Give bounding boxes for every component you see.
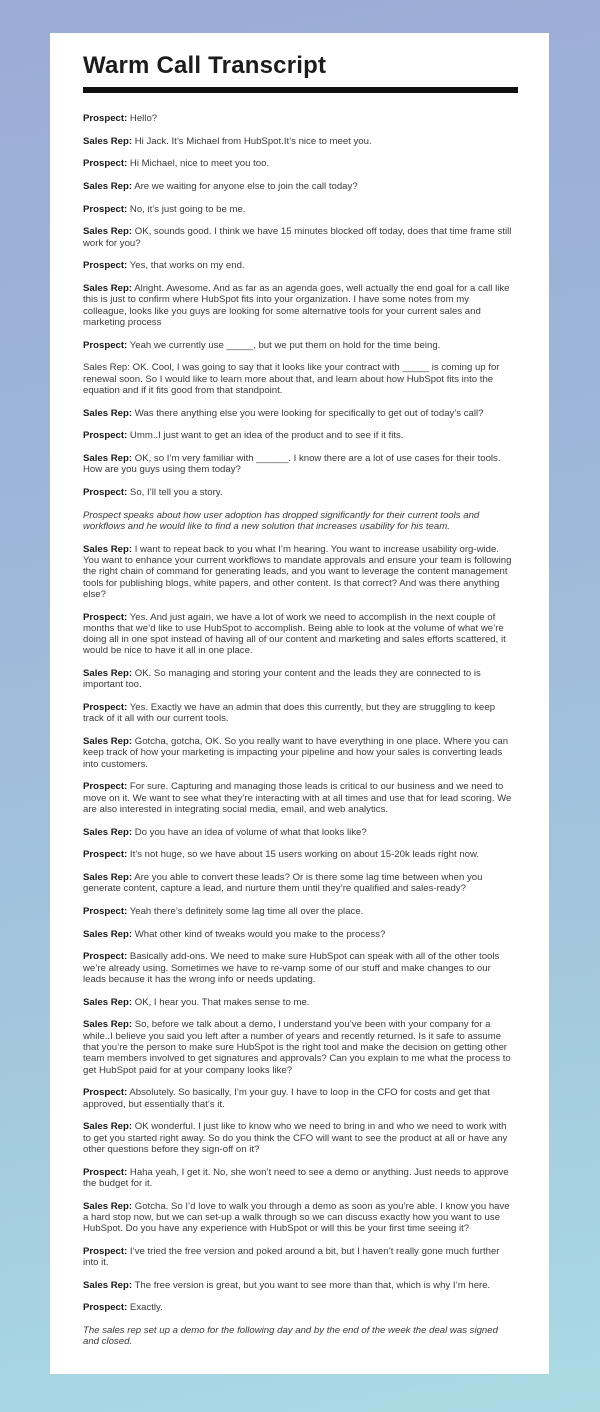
- transcript-turn: [83, 136, 515, 147]
- speaker-label: Prospect:: [83, 849, 128, 861]
- speaker-label: Prospect:: [83, 339, 128, 351]
- speaker-label: Prospect:: [83, 158, 128, 170]
- speaker-label: Sales Rep:: [83, 872, 133, 884]
- speaker-label: Prospect:: [83, 113, 128, 124]
- turn-text: The free version is great, but you want to see more than that, which is why I’m here.: [132, 1279, 491, 1291]
- speaker-label: Sales Rep:: [83, 668, 133, 680]
- turn-text: I want to repeat back to you what I’m hearing. You want to increase usability org-wide. You want to enhance your current workflows to mandate approvals and ensure your team is following the right chain of command for generating leads, and you want to leverage the content management tools for publishing blogs, white papers, and other content. Is that correct? And was there anything else?: [83, 543, 512, 600]
- turn-text: Umm..I just want to get an idea of the product and to see if it fits.: [127, 430, 404, 442]
- speaker-label: Prospect:: [83, 906, 128, 918]
- turn-text: For sure. Capturing and managing those leads is critical to our business and we need to move on it. We want to see what they’re interacting with at all times and use that for lead scoring. We are also interested in integrating social media, email, and web analytics.: [83, 781, 512, 815]
- speaker-label: Prospect:: [83, 951, 128, 963]
- turn-text: It’s not huge, so we have about 15 users working on about 15-20k leads right now.: [127, 849, 480, 861]
- speaker-label: Prospect:: [83, 702, 128, 714]
- speaker-label: Sales Rep:: [83, 407, 133, 419]
- transcript-turn: [83, 1246, 515, 1269]
- speaker-label: Prospect:: [83, 1166, 128, 1178]
- transcript-turn: [83, 340, 515, 351]
- title-divider: [83, 87, 518, 93]
- turn-text: Yeah there’s definitely some lag time all over the place.: [127, 906, 364, 918]
- transcript-turn: [83, 260, 515, 271]
- transcript-turn: [83, 1121, 515, 1155]
- transcript-turn: [83, 408, 515, 419]
- speaker-label: Prospect:: [83, 203, 128, 215]
- transcript-turn: [83, 362, 515, 396]
- transcript-turn: [83, 430, 515, 441]
- transcript-turn: [83, 1087, 515, 1110]
- transcript-turn: [83, 544, 515, 600]
- turn-text: So, before we talk about a demo, I understand you’ve been with your company for a while..I believe you said you left after a number of years and recently returned. Is it safe to assume that you’re the person to make sure HubSpot is the right tool and make the decision on getting other team members involved to get signatures and approvals? Can you explain to me what the process to get HubSpot paid for at your company looks like?: [83, 1019, 511, 1076]
- speaker-label: Sales Rep:: [83, 1019, 133, 1031]
- transcript-turn: [83, 827, 515, 838]
- turn-text: Yeah we currently use _____, but we put them on hold for the time being.: [127, 339, 441, 351]
- turn-text: Hi Michael, nice to meet you too.: [127, 158, 270, 170]
- transcript-turn: [83, 781, 515, 815]
- turn-text: Yes. And just again, we have a lot of work we need to accomplish in the next couple of months that we’d like to use HubSpot to accomplish. Being able to look at the volume of what we’re doing all in one spot instead of having all of our content and marketing and sales efforts scattered, it would be nice to have it all in one place.: [83, 611, 506, 657]
- transcript-card: [50, 33, 549, 1374]
- transcript-turn: [83, 997, 515, 1008]
- transcript-turn: [83, 668, 515, 691]
- transcript-turn: [83, 283, 515, 328]
- turn-text: OK. Cool, I was going to say that it looks like your contract with _____ is coming up for renewal soon. So I would like to learn more about that, and learn about how HubSpot fits into the equation and if it fits good from that standpoint.: [83, 362, 500, 396]
- speaker-label: Sales Rep:: [83, 826, 133, 838]
- speaker-label: Prospect:: [83, 430, 128, 442]
- transcript-turn: [83, 612, 515, 657]
- turn-text: Hello?: [127, 113, 158, 124]
- transcript-turn: [83, 1019, 515, 1075]
- note-text: Prospect speaks about how user adoption has dropped significantly for their current tools and workflows and he would like to find a new solution that increases usability for his team.: [83, 509, 480, 532]
- speaker-label: Sales Rep:: [83, 996, 133, 1008]
- turn-text: OK, I hear you. That makes sense to me.: [132, 996, 310, 1008]
- speaker-label: Sales Rep:: [83, 453, 133, 465]
- transcript-turn: [83, 736, 515, 770]
- transcript-turn: [83, 487, 515, 498]
- turn-text: So, I’ll tell you a story.: [127, 487, 223, 499]
- transcript-turn: [83, 204, 515, 215]
- transcript-turn: [83, 872, 515, 895]
- turn-text: OK, so I’m very familiar with ______. I know there are a lot of use cases for their tools. How are you guys using them today?: [83, 453, 501, 476]
- turn-text: Was there anything else you were looking for specifically to get out of today’s call?: [132, 407, 484, 419]
- note-text: The sales rep set up a demo for the following day and by the end of the week the deal was signed and closed.: [83, 1325, 498, 1348]
- speaker-label: Sales Rep:: [83, 736, 133, 748]
- transcript-turn: [83, 1201, 515, 1235]
- turn-text: Exactly.: [127, 1302, 163, 1314]
- turn-text: Are you able to convert these leads? Or is there some lag time between when you generate content, capture a lead, and nurture them until they’re qualified and sales-ready?: [83, 872, 483, 895]
- transcript-turn: [83, 158, 515, 169]
- turn-text: Do you have an idea of volume of what that looks like?: [132, 826, 367, 838]
- speaker-label: Prospect:: [83, 1087, 128, 1099]
- speaker-label: Sales Rep:: [83, 226, 133, 238]
- transcript-turn: [83, 849, 515, 860]
- transcript-turn: [83, 113, 515, 124]
- speaker-label: Prospect:: [83, 611, 128, 623]
- speaker-label: Sales Rep:: [83, 135, 133, 147]
- turn-text: Basically add-ons. We need to make sure HubSpot can speak with all of the other tools we’re already using. Sometimes we have to re-vamp some of our stuff and make changes to our leads because it has the wrong info or needs updating.: [83, 951, 500, 985]
- speaker-label: Prospect:: [83, 487, 128, 499]
- speaker-label: Sales Rep:: [83, 1279, 133, 1291]
- turn-text: Are we waiting for anyone else to join the call today?: [132, 181, 358, 193]
- turn-text: Absolutely. So basically, I’m your guy. I have to loop in the CFO for costs and get that approved, but essentially that’s it.: [83, 1087, 490, 1110]
- speaker-label: Prospect:: [83, 1245, 128, 1257]
- transcript-turn: [83, 951, 515, 985]
- turn-text: Alright. Awesome. And as far as an agenda goes, well actually the end goal for a call like this is just to confirm where HubSpot fits into your organization. I have some notes from my colleague, looks like you guys are looking for some alternative tools for your current sales and marketing process: [83, 283, 510, 328]
- turn-text: What other kind of tweaks would you make to the process?: [132, 928, 386, 940]
- turn-text: OK. So managing and storing your content and the leads they are connected to is important too.: [83, 668, 481, 691]
- transcript-turn: [83, 453, 515, 476]
- transcript-turn: [83, 906, 515, 917]
- speaker-label: Prospect:: [83, 260, 128, 272]
- transcript-turn: [83, 1167, 515, 1190]
- page-title: Warm Call Transcript: [83, 52, 327, 79]
- turn-text: Gotcha. So I’d love to walk you through a demo as soon as you’re able. I know you have a hard stop now, but we can set-up a walk through so we can discuss exactly how you want to use HubSpot. Do you have any experience with HubSpot or will this be your first time seeing it?: [83, 1200, 510, 1235]
- transcript-turn: [83, 1302, 515, 1313]
- transcript-turn: [83, 929, 515, 940]
- turn-text: Yes, that works on my end.: [127, 260, 245, 272]
- speaker-label: Sales Rep:: [83, 928, 133, 940]
- speaker-label: Sales Rep:: [83, 1200, 133, 1212]
- turn-text: OK wonderful. I just like to know who we need to bring in and who we need to work with to get you started right away. So do you think the CFO will want to see the product at all or have any other questions before they sign-off on it?: [83, 1121, 508, 1155]
- turn-text: Haha yeah, I get it. No, she won’t need to see a demo or anything. Just needs to approve the budget for it.: [83, 1166, 509, 1189]
- turn-text: Yes. Exactly we have an admin that does this currently, but they are struggling to keep track of it all with our current tools.: [83, 702, 496, 725]
- speaker-label: Sales Rep:: [83, 181, 133, 193]
- closing-note: [83, 1325, 515, 1348]
- speaker-label: Sales Rep:: [83, 362, 130, 374]
- turn-text: Hi Jack. It’s Michael from HubSpot.It’s nice to meet you.: [132, 135, 372, 147]
- speaker-label: Prospect:: [83, 781, 128, 793]
- turn-text: OK, sounds good. I think we have 15 minutes blocked off today, does that time frame still work for you?: [83, 226, 512, 249]
- transcript-turn: [83, 226, 515, 249]
- speaker-label: Prospect:: [83, 1302, 128, 1314]
- transcript-turn: [83, 702, 515, 725]
- speaker-label: Sales Rep:: [83, 543, 133, 555]
- transcript-turn: [83, 181, 515, 192]
- turn-text: Gotcha, gotcha, OK. So you really want to have everything in one place. Where you can keep track of how your marketing is impacting your pipeline and how your sales is converting leads into customers.: [83, 736, 509, 770]
- narration-note: [83, 510, 515, 533]
- speaker-label: Sales Rep:: [83, 283, 133, 295]
- turn-text: No, it’s just going to be me.: [127, 203, 246, 215]
- turn-text: I’ve tried the free version and poked around a bit, but I haven’t really gone much further into it.: [83, 1245, 500, 1269]
- transcript-turn: [83, 1280, 515, 1291]
- speaker-label: Sales Rep:: [83, 1121, 133, 1133]
